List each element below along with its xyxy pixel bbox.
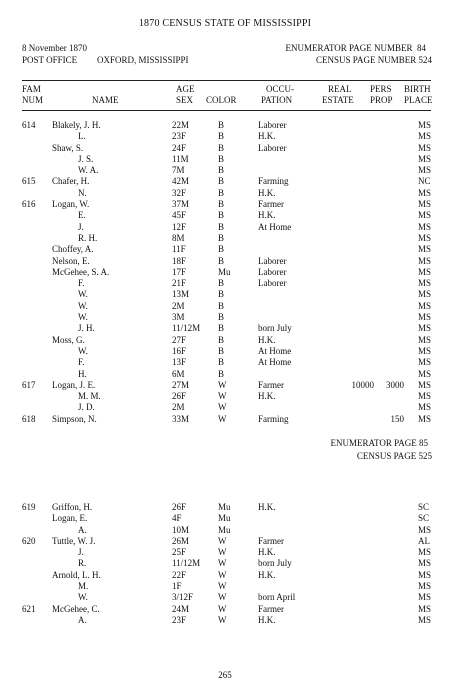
census-row [0,278,450,289]
color: B [218,323,225,334]
age-sex: 26M [172,535,190,546]
occupation: Laborer [258,278,287,289]
census-row [0,335,450,346]
birth-place: MS [418,547,432,558]
enumerator-page-label: ENUMERATOR PAGE NUMBER [285,43,413,53]
age-sex: 26F [172,502,187,512]
birth-place: AL [418,535,430,546]
birth-place: MS [418,614,432,625]
age-sex: 33M [172,413,190,424]
person-name: Logan, E. [52,513,88,524]
census-row [0,558,450,569]
col-age-1: AGE [176,84,195,94]
person-name: W. [78,345,88,356]
person-name: Chafer, H. [52,176,90,187]
enumerator-page-break [330,438,428,448]
occupation: H.K. [258,210,276,221]
person-name: M. [78,581,89,592]
census-row [0,120,450,131]
birth-place: MS [418,255,432,266]
person-name: Blakely, J. H. [52,120,101,130]
census-row [0,143,450,154]
census-page-break [357,451,432,461]
census-row [0,312,450,323]
census-row [0,176,450,187]
person-name: W. [78,312,88,323]
color: W [218,547,227,558]
person-name: Griffon, H. [52,502,93,512]
person-name: Logan, W. [52,199,90,210]
age-sex: 13F [172,357,187,368]
age-sex: 17F [172,266,187,277]
color: B [218,368,225,379]
census-row [0,165,450,176]
census-row [0,380,450,391]
occupation: H.K. [258,547,276,558]
person-name: L. [78,131,86,142]
age-sex: 2M [172,300,185,311]
birth-place: MS [418,210,432,221]
birth-place: SC [418,513,430,524]
color: B [218,210,225,221]
age-sex: 11/12M [172,323,201,334]
census-row [0,244,450,255]
color: W [218,413,227,424]
person-name: Simpson, N. [52,413,97,424]
col-real-1: REAL [328,84,352,94]
personal-property: 3000 [386,379,404,390]
birth-place: MS [418,278,432,289]
color: B [218,187,225,198]
birth-place: NC [418,176,431,187]
census-row [0,369,450,380]
person-name: F. [78,357,85,368]
census-row [0,267,450,278]
enumerator-page-header [285,43,426,53]
fam-number: 614 [22,120,36,130]
census-row [0,289,450,300]
color: B [218,142,225,153]
occupation: H.K. [258,334,276,345]
birth-place: MS [418,379,432,390]
post-office-value: OXFORD, MISSISSIPPI [97,55,189,65]
census-row [0,615,450,626]
census-row [0,233,450,244]
color: B [218,153,225,164]
census-row [0,210,450,221]
birth-place: MS [418,244,432,255]
color: B [218,244,225,255]
person-name: A. [78,614,87,625]
color: Mu [218,266,231,277]
birth-place: MS [418,334,432,345]
real-estate: 10000 [351,379,374,390]
birth-place: MS [418,165,432,176]
birth-place: MS [418,368,432,379]
occupation: H.K. [258,391,276,402]
col-fam-1: FAM [22,84,41,94]
age-sex: 27F [172,334,187,345]
age-sex: 12F [172,221,187,232]
person-name: N. [78,187,87,198]
person-name: F. [78,278,85,289]
census-row [0,604,450,615]
color: B [218,312,225,323]
enumerator-page-value: 84 [417,43,426,53]
col-fam-2: NUM [22,95,44,105]
occupation: H.K. [258,569,276,580]
fam-number: 616 [22,199,36,210]
person-name: M. M. [78,391,101,402]
age-sex: 3M [172,312,185,323]
birth-place: MS [418,199,432,210]
age-sex: 32F [172,187,187,198]
occupation: Farming [258,176,289,187]
occupation: At Home [258,345,292,356]
age-sex: 6M [172,368,185,379]
age-sex: 27M [172,379,190,390]
occupation: Farmer [258,379,284,390]
person-name: W. [78,592,88,603]
birth-place: MS [418,153,432,164]
age-sex: 2M [172,402,185,413]
color: W [218,379,227,390]
person-name: J. [78,221,84,232]
census-date: 8 November 1870 [22,43,87,53]
color: B [218,232,225,243]
color: W [218,558,227,569]
color: W [218,569,227,580]
occupation: H.K. [258,187,276,198]
color: Mu [218,513,231,524]
age-sex: 24F [172,142,187,153]
census-row [0,513,450,524]
occupation: Farmer [258,199,284,210]
census-row [0,414,450,425]
occupation: Farming [258,413,289,424]
person-name: McGehee, S. A. [52,266,110,277]
person-name: A. [78,524,87,535]
color: B [218,221,225,232]
person-name: J. H. [78,323,95,334]
birth-place: MS [418,120,432,130]
person-name: R. H. [78,232,98,243]
color: B [218,120,225,130]
census-row [0,502,450,513]
enumerator-page-break-value: 85 [419,438,428,448]
occupation: born July [258,558,292,569]
census-row [0,391,450,402]
person-name: Arnold, L. H. [52,569,101,580]
census-page-break-value: 525 [418,451,432,461]
age-sex: 23F [172,131,187,142]
person-name: W. [78,289,88,300]
occupation: Laborer [258,266,287,277]
color: W [218,391,227,402]
birth-place: MS [418,581,432,592]
age-sex: 45F [172,210,187,221]
occupation: At Home [258,357,292,368]
census-row [0,154,450,165]
color: W [218,402,227,413]
col-name: NAME [92,95,119,105]
census-row [0,525,450,536]
color: W [218,603,227,614]
occupation: H.K. [258,131,276,142]
color: W [218,592,227,603]
birth-place: MS [418,569,432,580]
birth-place: MS [418,187,432,198]
fam-number: 615 [22,176,36,187]
person-name: J. [78,547,84,558]
age-sex: 13M [172,289,190,300]
color: Mu [218,524,231,535]
occupation: H.K. [258,614,276,625]
birth-place: MS [418,345,432,356]
header-bottom-rule [22,110,431,111]
age-sex: 21F [172,278,187,289]
census-row [0,188,450,199]
age-sex: 23F [172,614,187,625]
col-birth-1: BIRTH [404,84,431,94]
age-sex: 11/12M [172,558,201,569]
birth-place: MS [418,603,432,614]
column-headers [0,84,450,112]
person-name: Choffey, A. [52,244,94,255]
person-name: McGehee, C. [52,603,100,614]
color: B [218,357,225,368]
enumerator-page-break-label: ENUMERATOR PAGE [330,438,417,448]
occupation: Laborer [258,120,287,130]
birth-place: MS [418,391,432,402]
birth-place: MS [418,592,432,603]
census-row [0,346,450,357]
birth-place: MS [418,323,432,334]
age-sex: 11F [172,244,186,255]
page-number: 265 [218,670,232,680]
occupation: born July [258,323,292,334]
birth-place: MS [418,312,432,323]
census-row [0,357,450,368]
age-sex: 37M [172,199,190,210]
census-row [0,536,450,547]
age-sex: 3/12F [172,592,194,603]
color: W [218,535,227,546]
age-sex: 42M [172,176,190,187]
age-sex: 8M [172,232,185,243]
col-pers-1: PERS [370,84,392,94]
color: Mu [218,502,231,512]
birth-place: MS [418,266,432,277]
census-row [0,570,450,581]
occupation: born April [258,592,296,603]
color: B [218,131,225,142]
fam-number: 620 [22,535,36,546]
color: B [218,334,225,345]
age-sex: 1F [172,581,182,592]
person-name: Logan, J. E. [52,379,96,390]
color: B [218,278,225,289]
person-name: R. [78,558,87,569]
age-sex: 11M [172,153,189,164]
birth-place: MS [418,289,432,300]
color: B [218,300,225,311]
person-name: Nelson, E. [52,255,90,266]
occupation: Laborer [258,255,287,266]
census-row [0,547,450,558]
age-sex: 26F [172,391,187,402]
occupation: Farmer [258,535,284,546]
birth-place: MS [418,142,432,153]
color: B [218,345,225,356]
person-name: Moss, G. [52,334,85,345]
occupation: At Home [258,221,292,232]
fam-number: 618 [22,413,36,424]
color: B [218,289,225,300]
post-office-label: POST OFFICE [22,55,78,65]
col-occ-1: OCCU- [266,84,295,94]
col-age-2: SEX [176,95,194,105]
census-page-break-label: CENSUS PAGE [356,451,417,461]
color: B [218,165,225,176]
col-birth-2: PLACE [404,95,433,105]
fam-number: 619 [22,502,36,512]
page-title: 1870 CENSUS STATE OF MISSISSIPPI [138,18,312,29]
census-row [0,256,450,267]
census-page-label: CENSUS PAGE NUMBER [316,55,417,65]
census-rows-page-85 [0,502,450,626]
occupation: Farmer [258,603,284,614]
census-row [0,402,450,413]
birth-place: MS [418,357,432,368]
census-row [0,222,450,233]
census-page-header [316,55,432,65]
person-name: Tuttle, W. J. [52,535,96,546]
birth-place: MS [418,402,432,413]
person-name: E. [78,210,86,221]
census-row [0,592,450,603]
birth-place: SC [418,502,430,512]
col-real-2: ESTATE [322,95,354,105]
census-page-value: 524 [418,55,432,65]
fam-number: 621 [22,603,36,614]
census-row [0,199,450,210]
age-sex: 22M [172,120,190,130]
age-sex: 22F [172,569,187,580]
color: W [218,581,227,592]
occupation: Laborer [258,142,287,153]
col-color: COLOR [206,95,237,105]
birth-place: MS [418,221,432,232]
census-row [0,131,450,142]
census-row [0,581,450,592]
census-row [0,301,450,312]
person-name: H. [78,368,87,379]
color: B [218,176,225,187]
census-row [0,323,450,334]
person-name: Shaw, S. [52,142,84,153]
color: B [218,255,225,266]
col-pers-2: PROP [370,95,393,105]
person-name: W. A. [78,165,99,176]
birth-place: MS [418,131,432,142]
col-occ-2: PATION [261,95,293,105]
birth-place: MS [418,524,432,535]
color: W [218,614,227,625]
age-sex: 24M [172,603,190,614]
age-sex: 4F [172,513,182,524]
birth-place: MS [418,300,432,311]
age-sex: 25F [172,547,187,558]
header-top-rule [22,80,431,81]
color: B [218,199,225,210]
personal-property: 150 [390,413,404,424]
person-name: W. [78,300,88,311]
fam-number: 617 [22,379,36,390]
age-sex: 16F [172,345,187,356]
census-rows-page-84 [0,120,450,425]
birth-place: MS [418,413,432,424]
age-sex: 18F [172,255,187,266]
person-name: J. S. [78,153,94,164]
person-name: J. D. [78,402,95,413]
birth-place: MS [418,232,432,243]
age-sex: 7M [172,165,185,176]
age-sex: 10M [172,524,190,535]
birth-place: MS [418,558,432,569]
occupation: H.K. [258,502,276,512]
